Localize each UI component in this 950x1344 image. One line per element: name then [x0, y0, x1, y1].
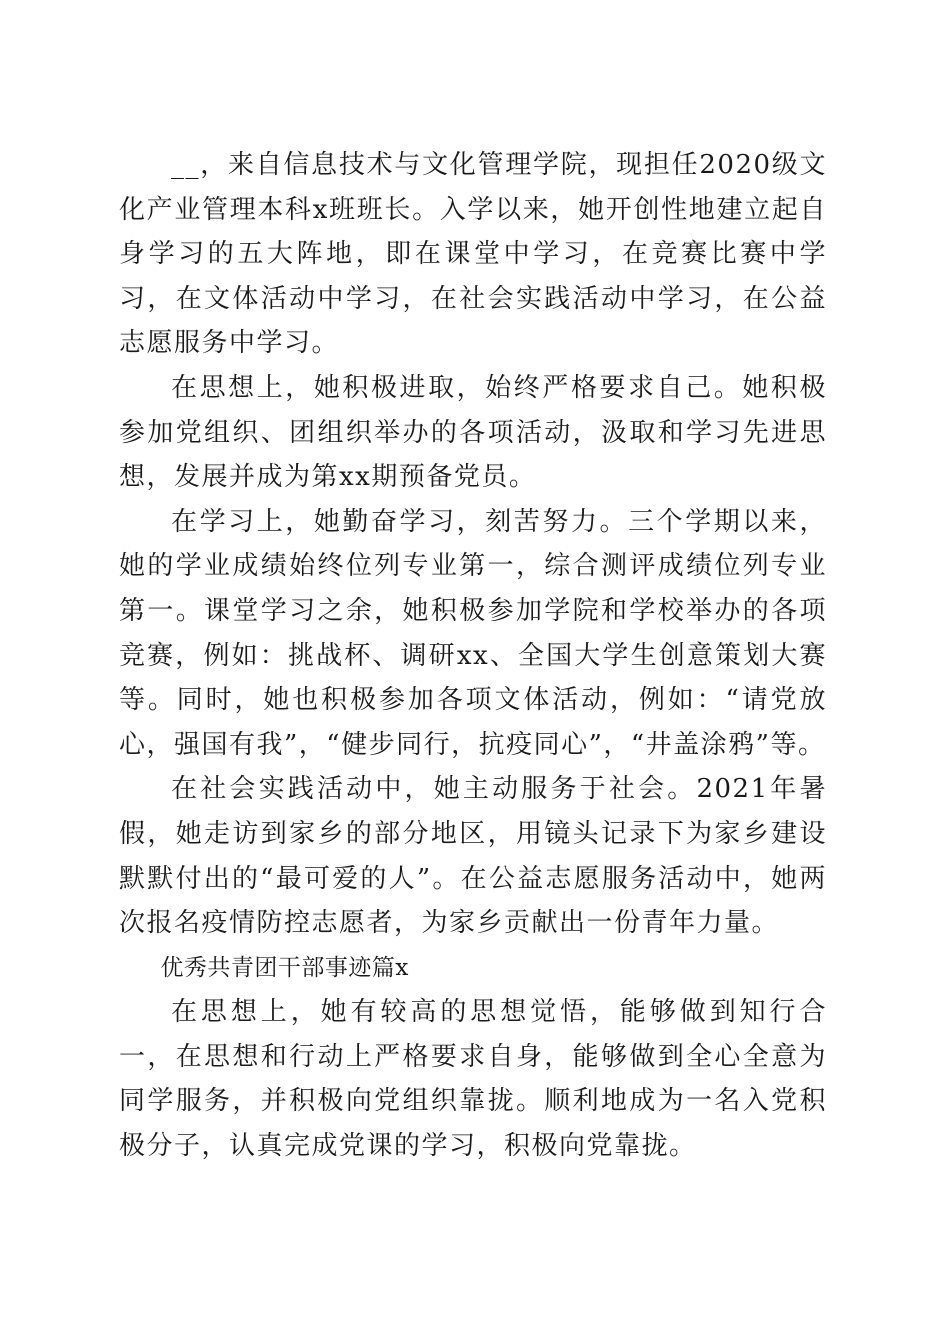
section-heading: 优秀共青团干部事迹篇x — [160, 954, 409, 981]
document-page — [119, 143, 827, 1169]
paragraph-intro: __，来自信息技术与文化管理学院，现担任2020级文化产业管理本科x班班长。入学以来，她开创性地建立起自身学习的五大阵地，即在课堂中学习，在竞赛比赛中学习，在文体活动中学习，在社会实践活动中学习，在公益志愿服务中学习。 — [119, 150, 827, 359]
paragraph-ideology-2: 在思想上，她有较高的思想觉悟，能够做到知行合一，在思想和行动上严格要求自身，能够做到全心全意为同学服务，并积极向党组织靠拢。顺利地成为一名入党积极分子，认真完成党课的学习，积极向党靠拢。 — [119, 997, 827, 1162]
paragraph-ideology: 在思想上，她积极进取，始终严格要求自己。她积极参加党组织、团组织举办的各项活动，汲取和学习先进思想，发展并成为第xx期预备党员。 — [119, 372, 827, 493]
paragraph-study: 在学习上，她勤奋学习，刻苦努力。三个学期以来，她的学业成绩始终位列专业第一，综合测评成绩位列专业第一。课堂学习之余，她积极参加学院和学校举办的各项竞赛，例如：挑战杯、调研xx、全国大学生创意策划大赛等。同时，她也积极参加各项文体活动，例如：“请党放心，强国有我”，“健步同行，抗疫同心”，“井盖涂鸦”等。 — [119, 506, 827, 760]
paragraph-social-practice: 在社会实践活动中，她主动服务于社会。2021年暑假，她走访到家乡的部分地区，用镜头记录下为家乡建设默默付出的“最可爱的人”。在公益志愿服务活动中，她两次报名疫情防控志愿者，为家乡贡献出一份青年力量。 — [119, 774, 827, 939]
